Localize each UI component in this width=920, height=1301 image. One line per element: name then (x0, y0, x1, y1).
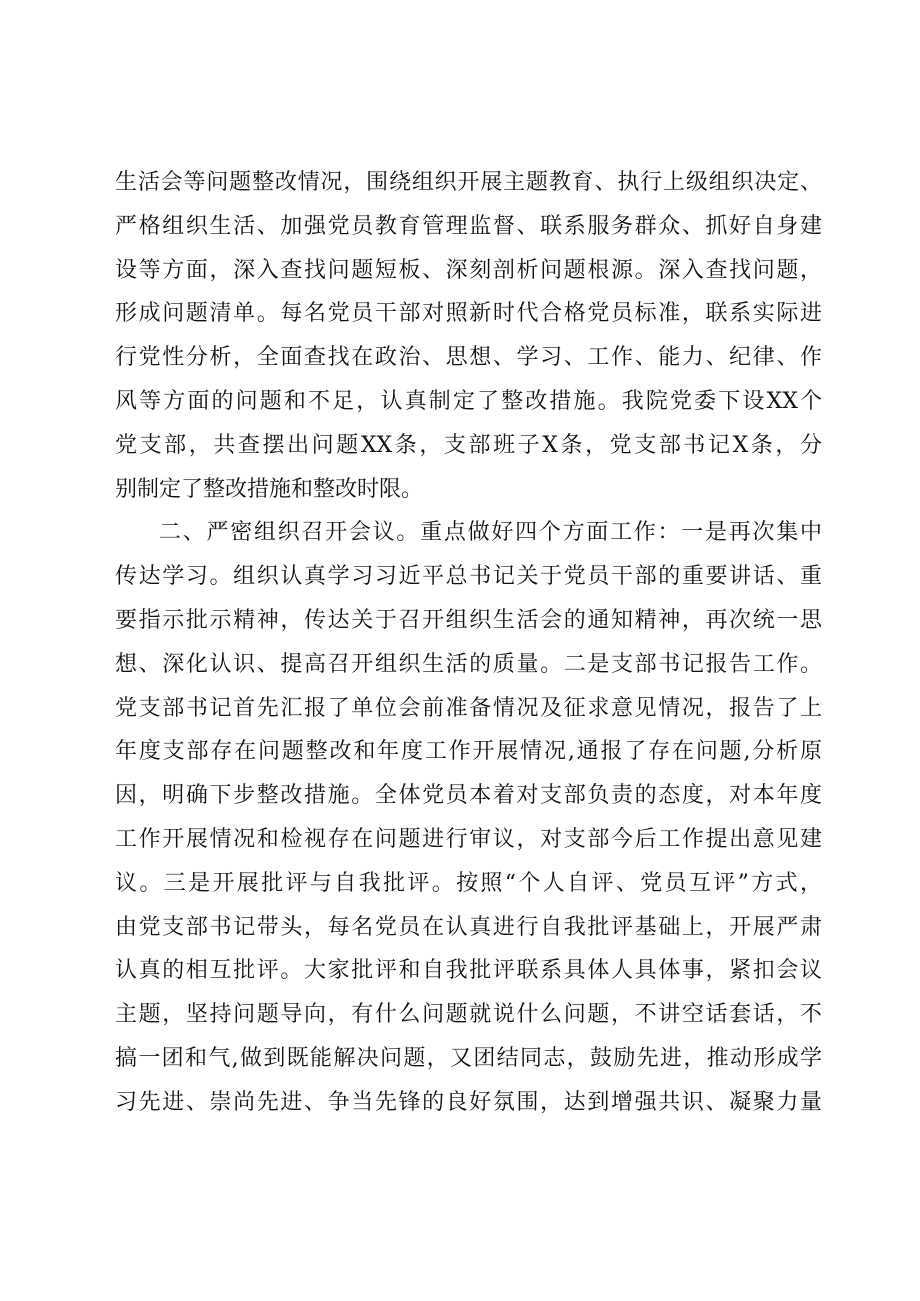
text-line: 二、严密组织召开会议。重点做好四个方面工作：一是再次集中 (159, 520, 822, 546)
text-line: 认真的相互批评。大家批评和自我批评联系具体人具体事，紧扣会议 (115, 958, 822, 984)
text-line: 想、深化认识、提高召开组织生活的质量。二是支部书记报告工作。 (115, 651, 822, 677)
text-line: 严格组织生活、加强党员教育管理监督、联系服务群众、抓好自身建 (115, 213, 822, 239)
text-line: 设等方面，深入查找问题短板、深刻剖析问题根源。深入查找问题， (115, 257, 822, 283)
text-line: 议。三是开展批评与自我批评。按照“个人自评、党员互评”方式， (115, 870, 822, 896)
text-line: 年度支部存在问题整改和年度工作开展情况,通报了存在问题,分析原 (115, 739, 822, 765)
paragraph-2 (115, 511, 822, 1124)
text-line: 形成问题清单。每名党员干部对照新时代合格党员标准，联系实际进 (115, 301, 822, 327)
text-line: 风等方面的问题和不足，认真制定了整改措施。我院党委下设XX个 (115, 388, 822, 414)
text-line: 别制定了整改措施和整改时限。 (115, 476, 424, 502)
paragraph-1 (115, 161, 822, 511)
text-line: 党支部书记首先汇报了单位会前准备情况及征求意见情况，报告了上 (115, 695, 822, 721)
text-line: 由党支部书记带头，每名党员在认真进行自我批评基础上，开展严肃 (115, 914, 822, 940)
text-line: 工作开展情况和检视存在问题进行审议，对支部今后工作提出意见建 (115, 826, 822, 852)
text-line: 行党性分析，全面查找在政治、思想、学习、工作、能力、纪律、作 (115, 345, 822, 371)
text-line: 因，明确下步整改措施。全体党员本着对支部负责的态度，对本年度 (115, 783, 822, 809)
text-line: 习先进、崇尚先进、争当先锋的良好氛围，达到增强共识、凝聚力量 (115, 1089, 822, 1115)
text-line: 主题，坚持问题导向，有什么问题就说什么问题，不讲空话套话，不 (115, 1002, 822, 1028)
text-line: 要指示批示精神，传达关于召开组织生活会的通知精神，再次统一思 (115, 607, 822, 633)
text-line: 传达学习。组织认真学习习近平总书记关于党员干部的重要讲话、重 (115, 564, 822, 590)
text-line: 搞一团和气,做到既能解决问题，又团结同志，鼓励先进，推动形成学 (115, 1045, 822, 1071)
text-line: 生活会等问题整改情况，围绕组织开展主题教育、执行上级组织决定、 (115, 170, 822, 195)
text-line: 党支部，共查摆出问题XX条，支部班子X条，党支部书记X条，分 (115, 432, 822, 458)
body-text (115, 161, 822, 1125)
